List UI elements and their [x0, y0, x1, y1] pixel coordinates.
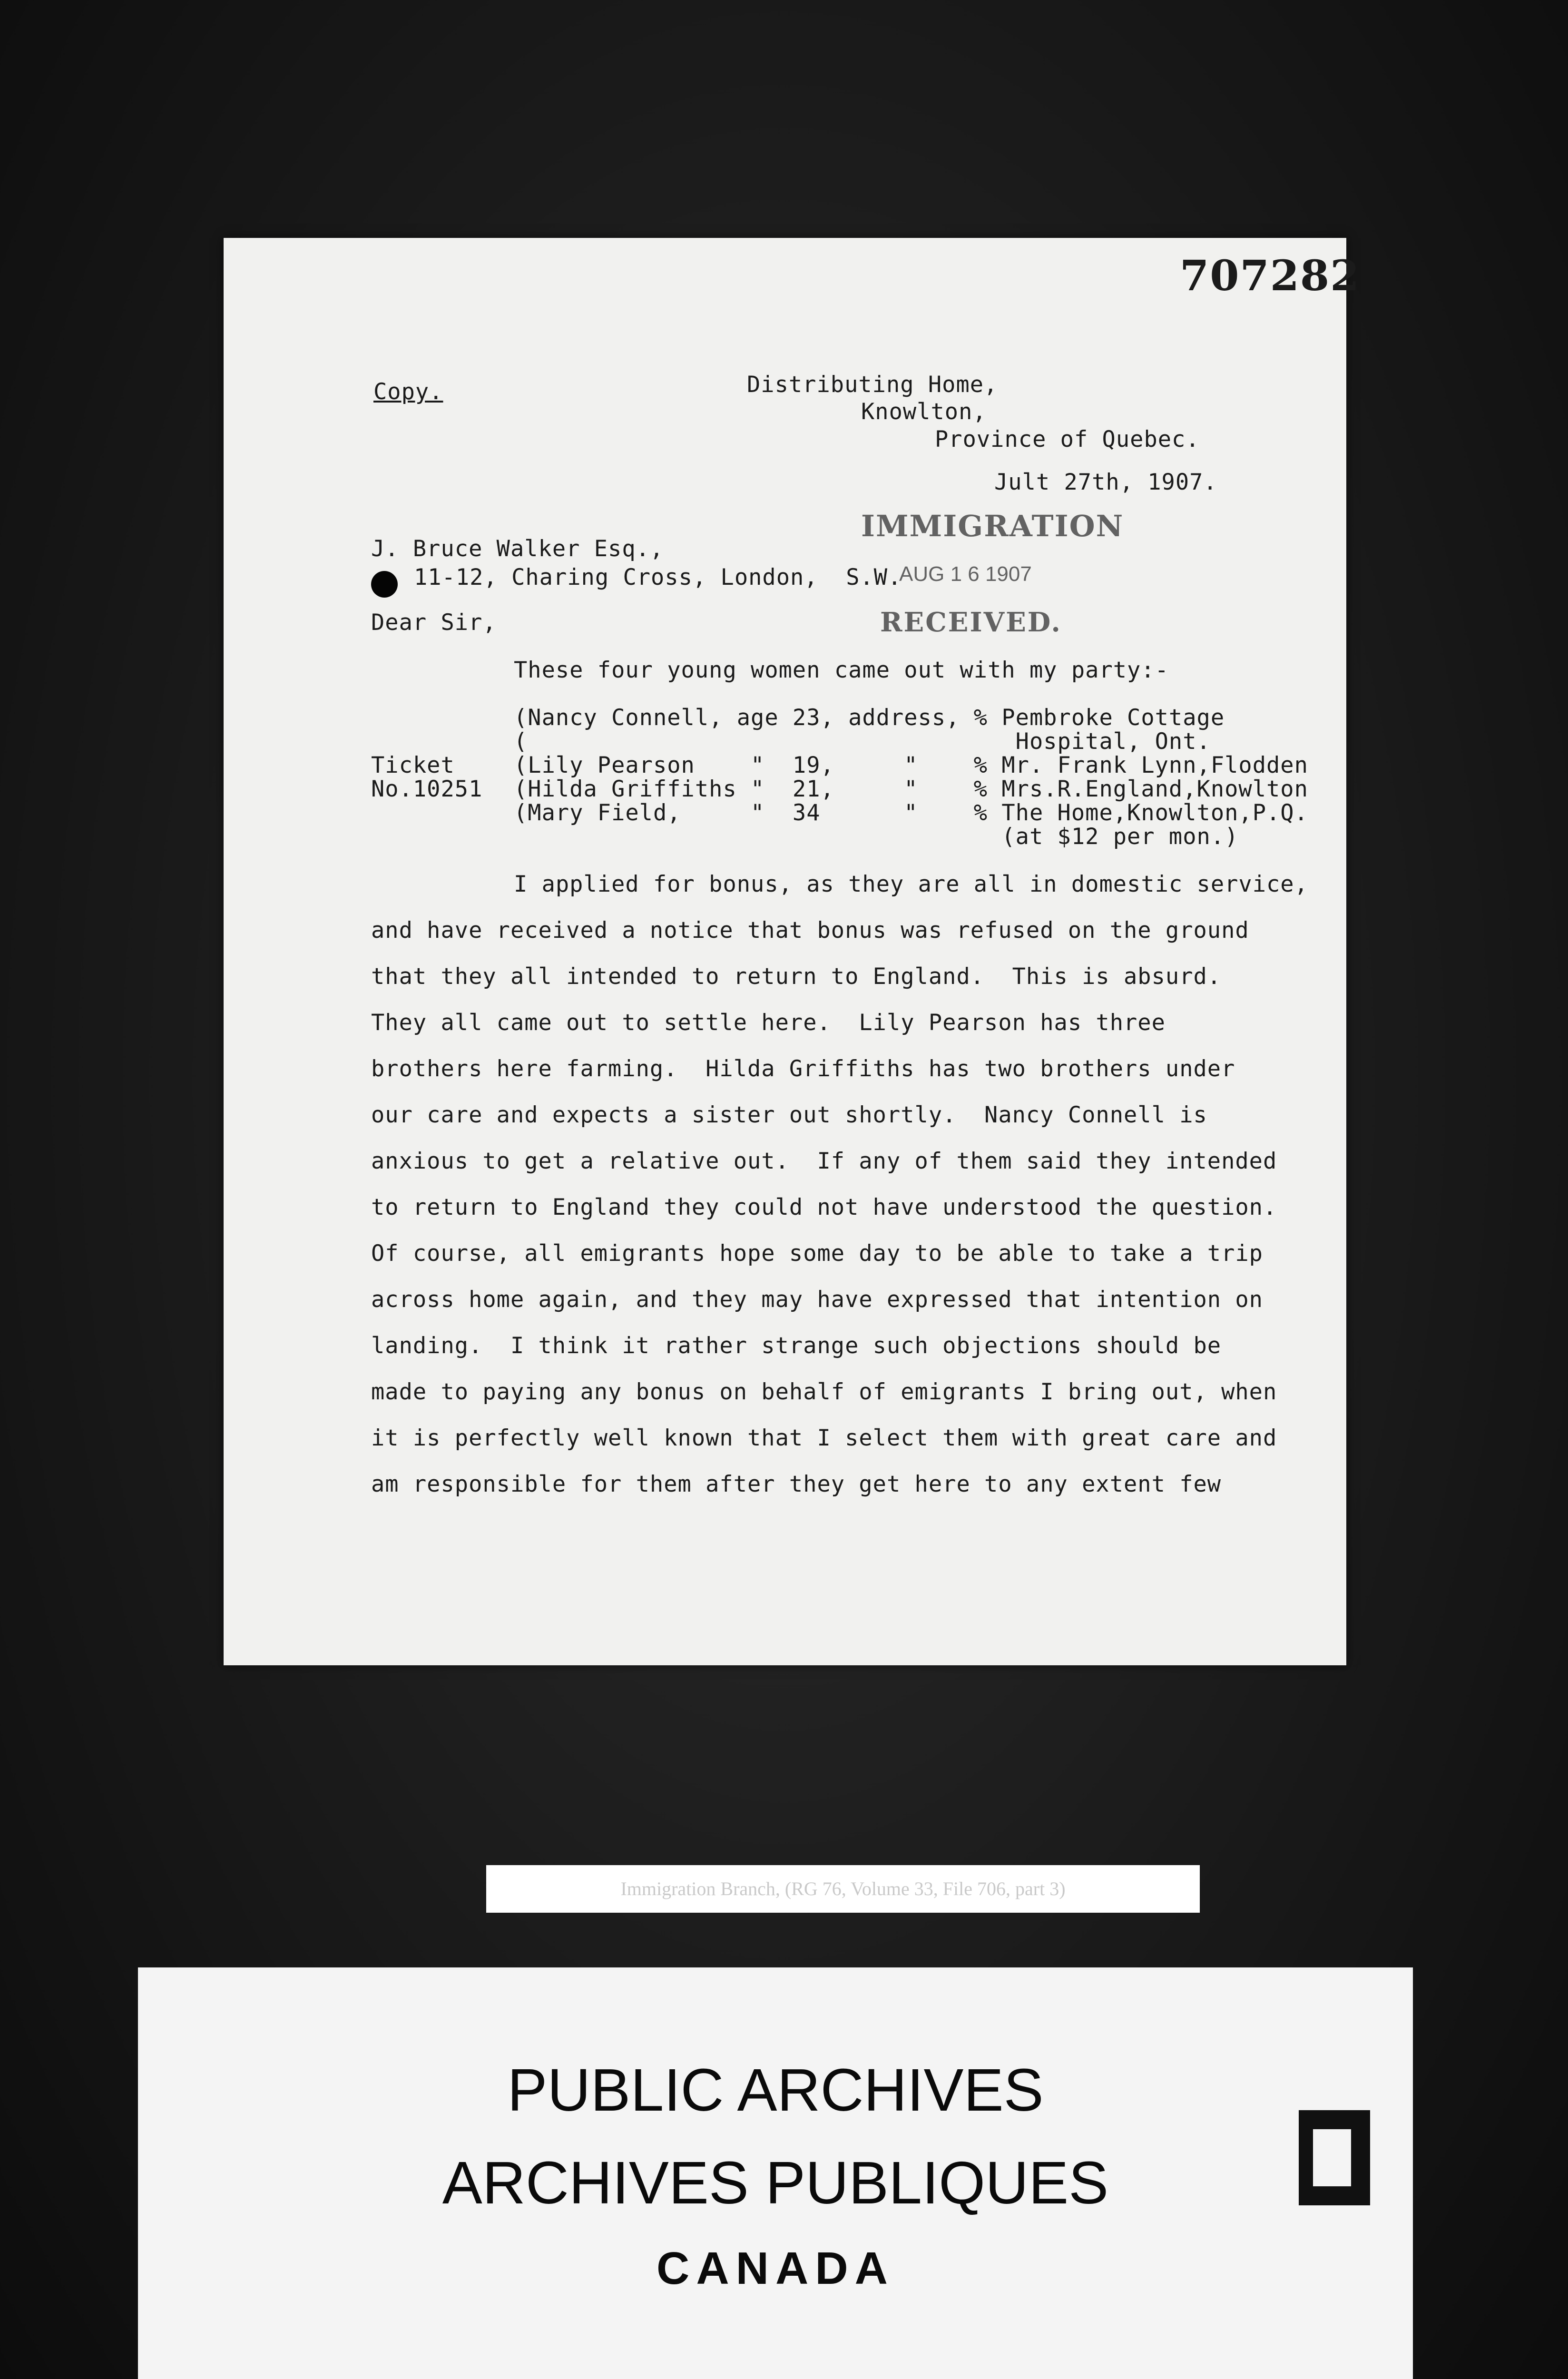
- reference-number: 707282: [1180, 251, 1361, 300]
- body-line: made to paying any bonus on behalf of emigrants I bring out, when: [371, 1379, 1277, 1405]
- party-list-line: (Nancy Connell, age 23, address, % Pembroke Cottage: [514, 705, 1225, 731]
- body-line: anxious to get a relative out. If any of them said they intended: [371, 1148, 1277, 1174]
- stamp-received: RECEIVED.: [880, 607, 1062, 638]
- body-line: that they all intended to return to England. This is absurd.: [371, 963, 1222, 990]
- copy-label: Copy.: [373, 379, 443, 405]
- body-line: and have received a notice that bonus was refused on the ground: [371, 917, 1249, 944]
- film-marker-window: [1313, 2129, 1351, 2186]
- sender-address-line: Knowlton,: [861, 399, 987, 425]
- party-list-line: (Hilda Griffiths " 21, " % Mrs.R.England,Knowlton: [514, 776, 1308, 802]
- letter-page: [224, 238, 1361, 1665]
- letter-date: Jult 27th, 1907.: [994, 469, 1217, 495]
- party-list-line: ( Hospital, Ont.: [514, 728, 1211, 755]
- body-line: landing. I think it rather strange such objections should be: [371, 1333, 1222, 1359]
- party-list-line: (Mary Field, " 34 " % The Home,Knowlton,P.Q.: [514, 800, 1308, 826]
- recipient-line: 11-12, Charing Cross, London, S.W.: [414, 564, 902, 590]
- archives-card-line: ARCHIVES PUBLIQUES: [442, 2149, 1109, 2216]
- archives-card: [138, 1967, 1413, 2379]
- stamp-date: AUG 1 6 1907: [899, 562, 1032, 586]
- archives-card-line: PUBLIC ARCHIVES: [507, 2056, 1044, 2123]
- punch-hole: [371, 571, 398, 598]
- body-line: They all came out to settle here. Lily Pearson has three: [371, 1010, 1166, 1036]
- party-list-line: (at $12 per mon.): [514, 824, 1239, 850]
- sender-address-line: Distributing Home,: [747, 372, 998, 398]
- body-line: brothers here farming. Hilda Griffiths has two brothers under: [371, 1056, 1235, 1082]
- ticket-label-line: No.10251: [371, 776, 483, 802]
- party-list-line: (Lily Pearson " 19, " % Mr. Frank Lynn,Flodden: [514, 752, 1308, 778]
- body-line: our care and expects a sister out shortly. Nancy Connell is: [371, 1102, 1207, 1128]
- body-line: am responsible for them after they get here to any extent few: [371, 1471, 1222, 1497]
- archives-card-line: CANADA: [657, 2243, 894, 2294]
- recipient-line: J. Bruce Walker Esq.,: [371, 536, 664, 562]
- received-stamp: [861, 509, 1124, 654]
- body-line: to return to England they could not have understood the question.: [371, 1194, 1277, 1220]
- salutation: Dear Sir,: [371, 609, 497, 636]
- intro-line: These four young women came out with my party:-: [514, 657, 1169, 683]
- body-line: across home again, and they may have expressed that intention on: [371, 1287, 1263, 1313]
- body-line: I applied for bonus, as they are all in domestic service,: [514, 871, 1308, 897]
- reel-label: Immigration Branch, (RG 76, Volume 33, File 706, part 3): [486, 1865, 1200, 1913]
- body-line: it is perfectly well known that I select them with great care and: [371, 1425, 1277, 1451]
- body-line: Of course, all emigrants hope some day to be able to take a trip: [371, 1240, 1263, 1267]
- ticket-label-line: Ticket: [371, 752, 455, 778]
- sender-address-line: Province of Quebec.: [935, 426, 1200, 452]
- stamp-title: IMMIGRATION: [861, 509, 1124, 543]
